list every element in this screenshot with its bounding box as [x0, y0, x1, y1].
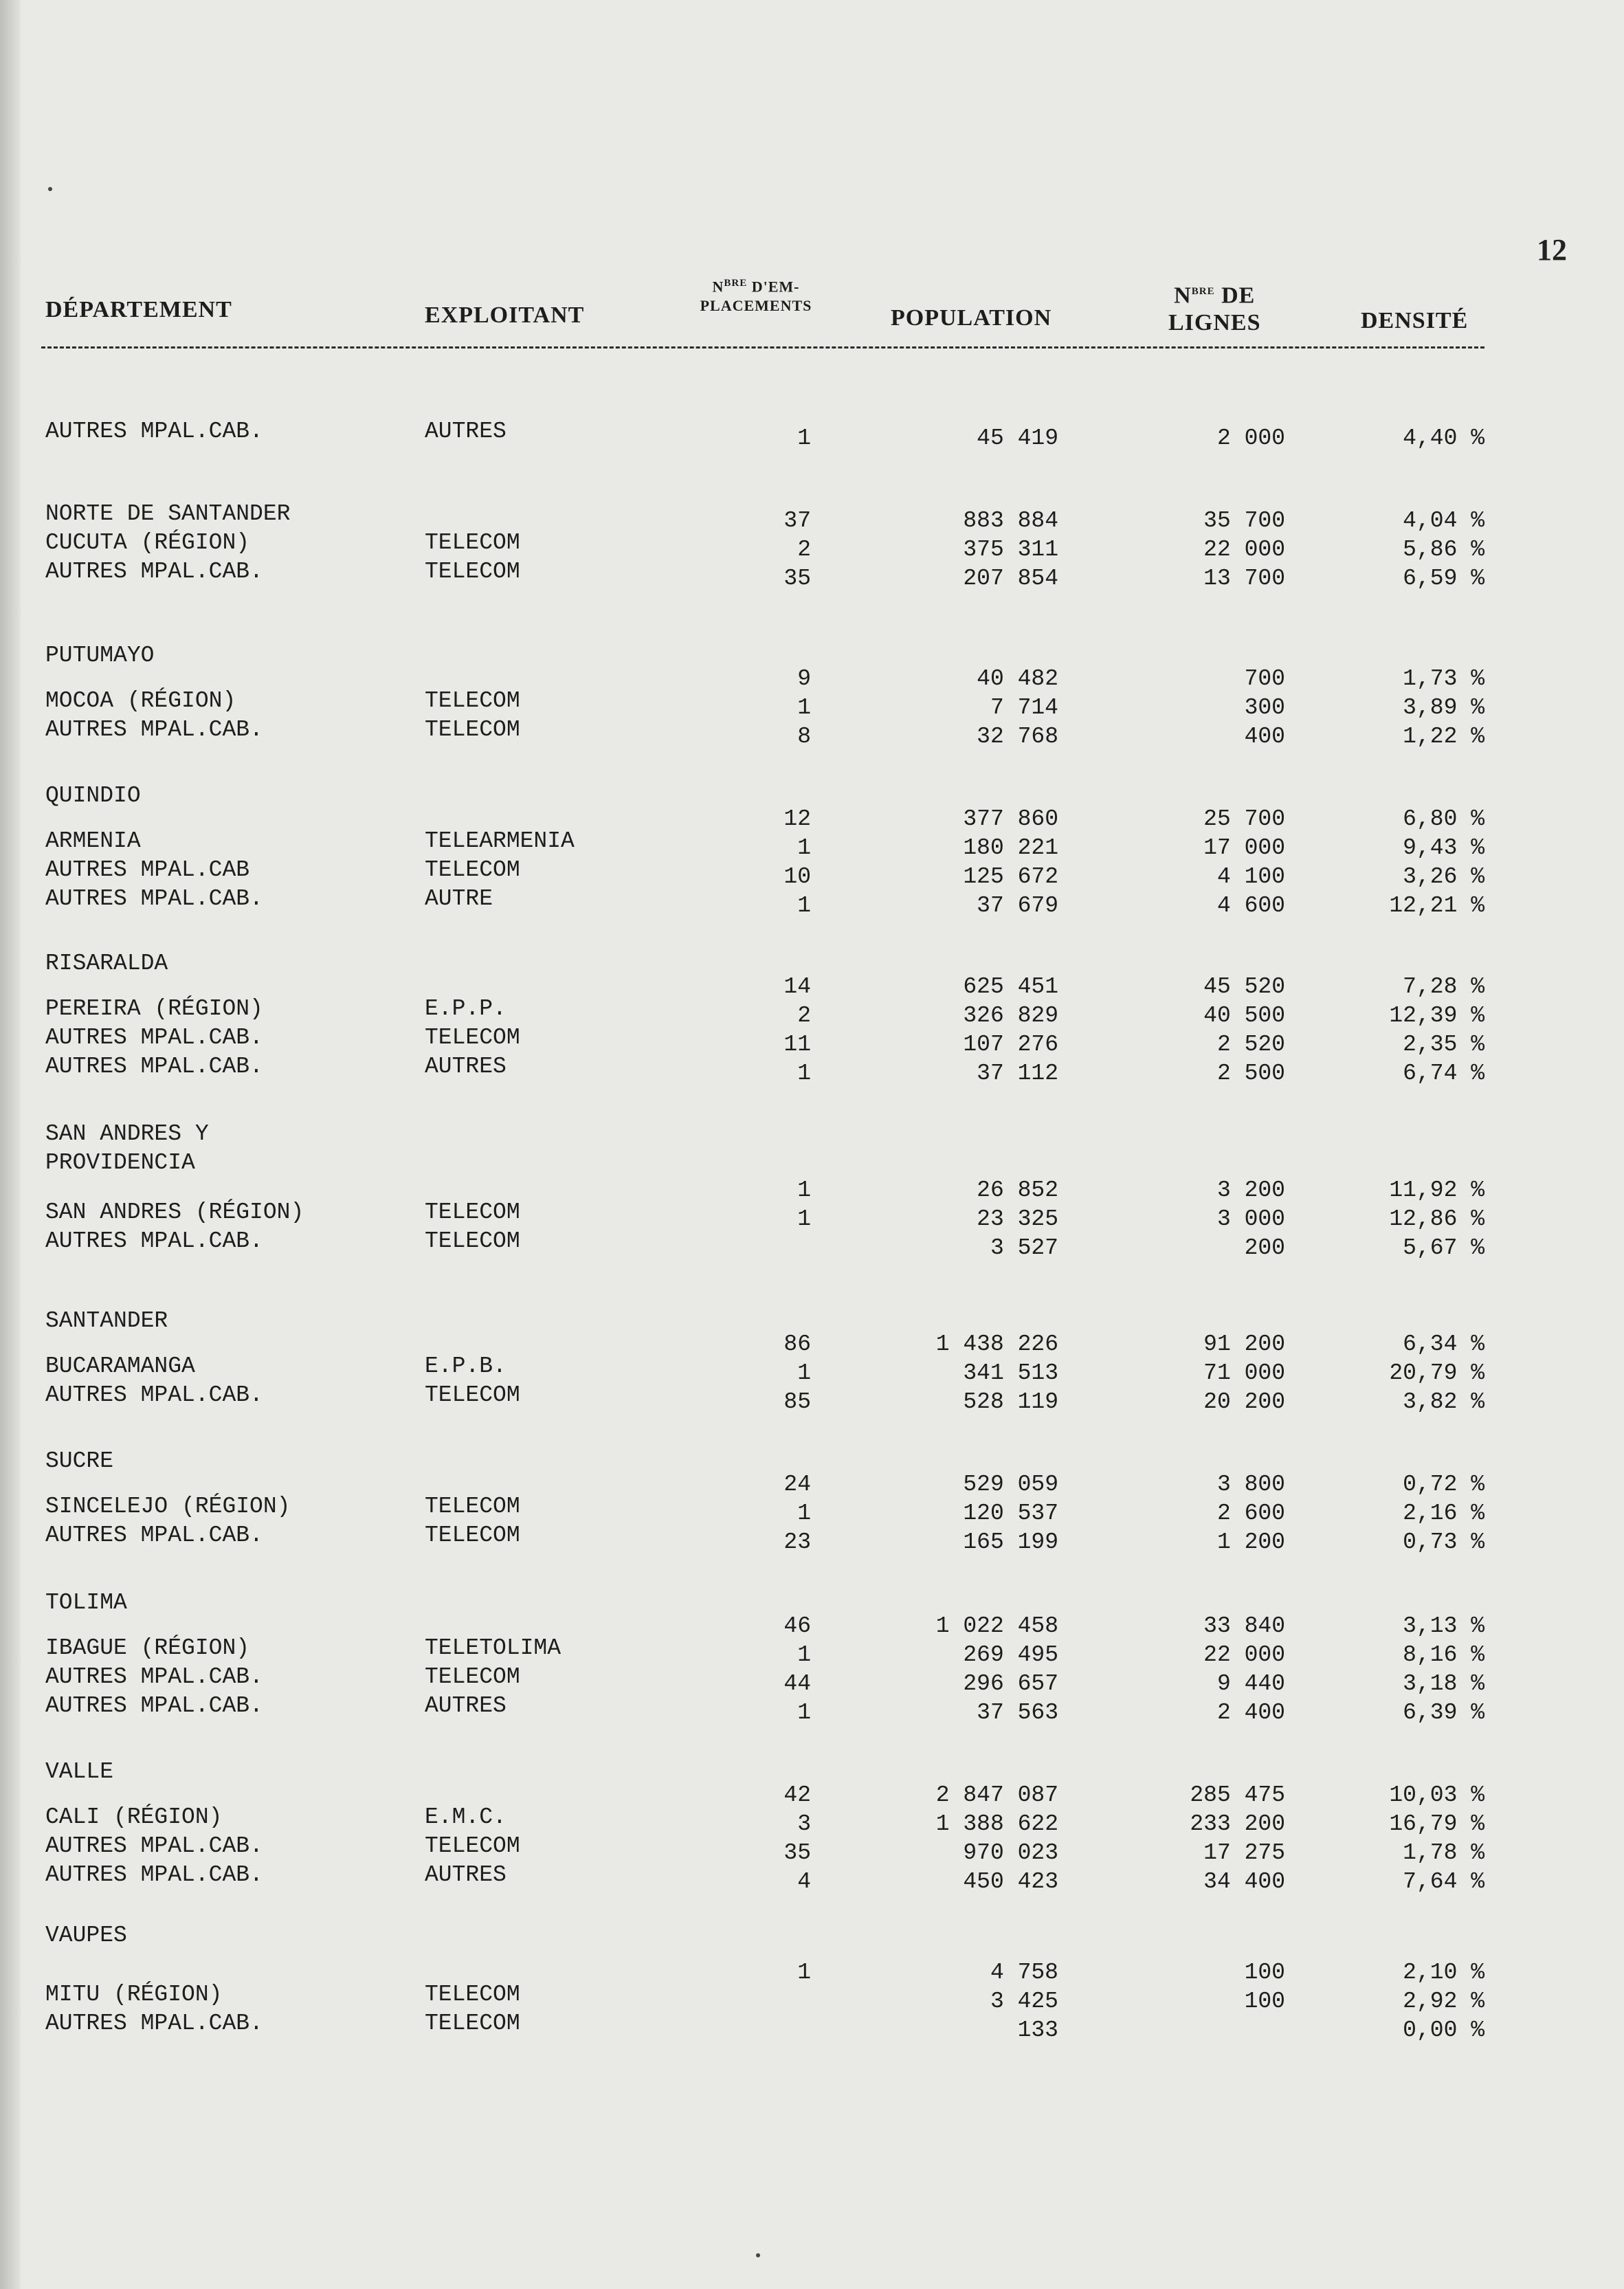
cell-densite: 16,79 %: [1389, 1811, 1484, 1837]
cell-lignes: 35 700: [1203, 508, 1285, 533]
cell-lignes: 17 000: [1203, 835, 1285, 861]
cell-exploitant: TELECOM: [425, 1833, 520, 1859]
cell-densite: 2,35 %: [1403, 1032, 1484, 1057]
cell-densite: 0,72 %: [1403, 1472, 1484, 1497]
cell-densite: 3,89 %: [1403, 695, 1484, 720]
cell-departement: MOCOA (RÉGION): [45, 688, 236, 714]
cell-lignes: 20 200: [1203, 1389, 1285, 1415]
cell-departement: AUTRES MPAL.CAB.: [45, 559, 263, 584]
cell-emplacements: 1: [797, 1501, 811, 1526]
scan-speck: [756, 2253, 760, 2257]
cell-population: 341 513: [963, 1360, 1058, 1386]
cell-lignes: 13 700: [1203, 566, 1285, 591]
cell-population: 450 423: [963, 1869, 1058, 1894]
cell-departement: RISARALDA: [45, 951, 168, 976]
cell-lignes: 34 400: [1203, 1869, 1285, 1894]
cell-lignes: 233 200: [1190, 1811, 1285, 1837]
header-emplacements: [687, 274, 825, 316]
header-emplacements-n: N: [712, 278, 724, 296]
cell-emplacements: 1: [797, 425, 811, 451]
cell-exploitant: TELECOM: [425, 559, 520, 584]
cell-densite: 7,64 %: [1403, 1869, 1484, 1894]
cell-population: 2 847 087: [935, 1782, 1058, 1808]
cell-population: 165 199: [963, 1529, 1058, 1555]
cell-exploitant: TELECOM: [425, 857, 520, 883]
cell-exploitant: TELEARMENIA: [425, 828, 575, 854]
scan-speck: [48, 187, 52, 191]
cell-lignes: 33 840: [1203, 1613, 1285, 1639]
cell-emplacements: 14: [783, 974, 811, 999]
cell-emplacements: 86: [783, 1331, 811, 1357]
cell-densite: 2,92 %: [1403, 1989, 1484, 2014]
cell-emplacements: 37: [783, 508, 811, 533]
cell-departement: AUTRES MPAL.CAB.: [45, 1833, 263, 1859]
cell-lignes: 4 600: [1216, 893, 1285, 918]
cell-lignes: 100: [1244, 1989, 1285, 2014]
cell-lignes: 4 100: [1216, 864, 1285, 889]
cell-departement: AUTRES MPAL.CAB: [45, 857, 250, 883]
cell-densite: 6,39 %: [1403, 1700, 1484, 1725]
cell-lignes: 100: [1244, 1960, 1285, 1985]
cell-departement: AUTRES MPAL.CAB.: [45, 1664, 263, 1690]
cell-emplacements: 1: [797, 835, 811, 861]
cell-densite: 6,74 %: [1403, 1061, 1484, 1086]
cell-lignes: 2 000: [1216, 425, 1285, 451]
cell-lignes: 22 000: [1203, 1642, 1285, 1668]
header-exploitant: EXPLOITANT: [425, 302, 585, 328]
cell-exploitant: TELECOM: [425, 1982, 520, 2007]
cell-emplacements: 1: [797, 695, 811, 720]
cell-population: 377 860: [963, 806, 1058, 832]
cell-exploitant: TELECOM: [425, 530, 520, 555]
cell-departement: PROVIDENCIA: [45, 1150, 195, 1175]
cell-population: 7 714: [990, 695, 1058, 720]
cell-densite: 9,43 %: [1403, 835, 1484, 861]
cell-departement: PEREIRA (RÉGION): [45, 996, 263, 1021]
header-lignes-line2: LIGNES: [1168, 310, 1261, 336]
cell-population: 23 325: [977, 1206, 1058, 1232]
cell-population: 107 276: [963, 1032, 1058, 1057]
cell-densite: 6,80 %: [1403, 806, 1484, 832]
cell-population: 3 527: [990, 1235, 1058, 1261]
cell-emplacements: 2: [797, 1003, 811, 1028]
cell-departement: IBAGUE (RÉGION): [45, 1635, 250, 1661]
cell-densite: 2,16 %: [1403, 1501, 1484, 1526]
cell-densite: 5,67 %: [1403, 1235, 1484, 1261]
cell-exploitant: AUTRES: [425, 419, 507, 444]
cell-densite: 0,00 %: [1403, 2017, 1484, 2043]
cell-densite: 6,34 %: [1403, 1331, 1484, 1357]
cell-exploitant: TELECOM: [425, 1025, 520, 1050]
cell-population: 37 679: [977, 893, 1058, 918]
cell-departement: MITU (RÉGION): [45, 1982, 223, 2007]
cell-departement: TOLIMA: [45, 1590, 127, 1615]
header-densite: DENSITÉ: [1361, 308, 1469, 333]
cell-emplacements: 8: [797, 724, 811, 749]
cell-densite: 3,18 %: [1403, 1671, 1484, 1696]
cell-emplacements: 1: [797, 1700, 811, 1725]
cell-population: 528 119: [963, 1389, 1058, 1415]
cell-exploitant: TELECOM: [425, 717, 520, 742]
cell-departement: SUCRE: [45, 1448, 114, 1474]
cell-exploitant: E.M.C.: [425, 1804, 507, 1830]
cell-emplacements: 1: [797, 1061, 811, 1086]
cell-departement: SANTANDER: [45, 1308, 168, 1334]
cell-emplacements: 9: [797, 666, 811, 692]
cell-exploitant: E.P.P.: [425, 996, 507, 1021]
cell-population: 375 311: [963, 537, 1058, 562]
cell-densite: 7,28 %: [1403, 974, 1484, 999]
header-separator-rule: [41, 346, 1484, 349]
cell-emplacements: 1: [797, 1642, 811, 1668]
cell-departement: AUTRES MPAL.CAB.: [45, 1025, 263, 1050]
cell-densite: 1,78 %: [1403, 1840, 1484, 1866]
cell-exploitant: TELECOM: [425, 1523, 520, 1548]
cell-population: 326 829: [963, 1003, 1058, 1028]
header-population: POPULATION: [891, 305, 1052, 331]
cell-lignes: 45 520: [1203, 974, 1285, 999]
cell-departement: PUTUMAYO: [45, 643, 155, 668]
cell-departement: QUINDIO: [45, 783, 141, 808]
cell-departement: AUTRES MPAL.CAB.: [45, 1054, 263, 1079]
cell-departement: AUTRES MPAL.CAB.: [45, 2011, 263, 2036]
cell-emplacements: 2: [797, 537, 811, 562]
cell-lignes: 285 475: [1190, 1782, 1285, 1808]
cell-lignes: 91 200: [1203, 1331, 1285, 1357]
cell-exploitant: TELECOM: [425, 2011, 520, 2036]
cell-departement: AUTRES MPAL.CAB.: [45, 419, 263, 444]
cell-densite: 3,13 %: [1403, 1613, 1484, 1639]
cell-lignes: 17 275: [1203, 1840, 1285, 1866]
cell-departement: CUCUTA (RÉGION): [45, 530, 250, 555]
cell-emplacements: 46: [783, 1613, 811, 1639]
cell-emplacements: 3: [797, 1811, 811, 1837]
cell-population: 1 388 622: [935, 1811, 1058, 1837]
cell-exploitant: TELECOM: [425, 1494, 520, 1519]
cell-population: 207 854: [963, 566, 1058, 591]
cell-emplacements: 1: [797, 1960, 811, 1985]
cell-densite: 2,10 %: [1403, 1960, 1484, 1985]
cell-densite: 12,86 %: [1389, 1206, 1484, 1232]
cell-emplacements: 35: [783, 566, 811, 591]
cell-departement: AUTRES MPAL.CAB.: [45, 1862, 263, 1888]
cell-population: 1 438 226: [935, 1331, 1058, 1357]
cell-lignes: 200: [1244, 1235, 1285, 1261]
cell-population: 1 022 458: [935, 1613, 1058, 1639]
cell-emplacements: 1: [797, 1206, 811, 1232]
cell-lignes: 2 600: [1216, 1501, 1285, 1526]
cell-population: 970 023: [963, 1840, 1058, 1866]
cell-departement: SAN ANDRES (RÉGION): [45, 1199, 304, 1225]
cell-population: 125 672: [963, 864, 1058, 889]
cell-exploitant: AUTRES: [425, 1054, 507, 1079]
page-binding-edge: [0, 0, 21, 2289]
header-lignes: [1168, 278, 1261, 337]
header-lignes-rest: DE: [1214, 283, 1256, 309]
cell-departement: SINCELEJO (RÉGION): [45, 1494, 291, 1519]
cell-densite: 0,73 %: [1403, 1529, 1484, 1555]
cell-departement: VALLE: [45, 1759, 114, 1784]
cell-population: 45 419: [977, 425, 1058, 451]
page-number: 12: [1537, 233, 1567, 267]
cell-departement: AUTRES MPAL.CAB.: [45, 1382, 263, 1408]
cell-exploitant: TELECOM: [425, 1199, 520, 1225]
cell-densite: 12,21 %: [1389, 893, 1484, 918]
cell-emplacements: 12: [783, 806, 811, 832]
header-emplacements-rest: D'EM-: [747, 278, 800, 296]
cell-population: 269 495: [963, 1642, 1058, 1668]
cell-population: 180 221: [963, 835, 1058, 861]
cell-population: 32 768: [977, 724, 1058, 749]
header-emplacements-line2: PLACEMENTS: [700, 297, 812, 315]
cell-lignes: 40 500: [1203, 1003, 1285, 1028]
cell-departement: AUTRES MPAL.CAB.: [45, 1523, 263, 1548]
cell-population: 37 112: [977, 1061, 1058, 1086]
cell-lignes: 400: [1244, 724, 1285, 749]
cell-lignes: 3 800: [1216, 1472, 1285, 1497]
cell-departement: BUCARAMANGA: [45, 1353, 195, 1379]
header-departement: DÉPARTEMENT: [45, 297, 232, 322]
cell-exploitant: AUTRE: [425, 886, 493, 911]
cell-emplacements: 42: [783, 1782, 811, 1808]
header-lignes-sup: BRE: [1191, 286, 1215, 297]
cell-densite: 20,79 %: [1389, 1360, 1484, 1386]
cell-densite: 6,59 %: [1403, 566, 1484, 591]
cell-emplacements: 44: [783, 1671, 811, 1696]
cell-densite: 8,16 %: [1403, 1642, 1484, 1668]
cell-population: 40 482: [977, 666, 1058, 692]
cell-departement: AUTRES MPAL.CAB.: [45, 1228, 263, 1254]
cell-lignes: 22 000: [1203, 537, 1285, 562]
cell-exploitant: TELECOM: [425, 1382, 520, 1408]
cell-emplacements: 23: [783, 1529, 811, 1555]
cell-densite: 3,82 %: [1403, 1389, 1484, 1415]
cell-exploitant: AUTRES: [425, 1693, 507, 1718]
cell-departement: VAUPES: [45, 1923, 127, 1948]
cell-lignes: 700: [1244, 666, 1285, 692]
cell-population: 133: [1017, 2017, 1058, 2043]
cell-population: 37 563: [977, 1700, 1058, 1725]
cell-departement: ARMENIA: [45, 828, 141, 854]
cell-lignes: 2 400: [1216, 1700, 1285, 1725]
cell-exploitant: TELECOM: [425, 1228, 520, 1254]
cell-lignes: 25 700: [1203, 806, 1285, 832]
cell-population: 26 852: [977, 1177, 1058, 1203]
cell-exploitant: E.P.B.: [425, 1353, 507, 1379]
cell-densite: 5,86 %: [1403, 537, 1484, 562]
cell-departement: AUTRES MPAL.CAB.: [45, 717, 263, 742]
cell-densite: 11,92 %: [1389, 1177, 1484, 1203]
cell-departement: CALI (RÉGION): [45, 1804, 223, 1830]
cell-densite: 12,39 %: [1389, 1003, 1484, 1028]
cell-emplacements: 85: [783, 1389, 811, 1415]
cell-emplacements: 35: [783, 1840, 811, 1866]
cell-densite: 1,73 %: [1403, 666, 1484, 692]
cell-population: 625 451: [963, 974, 1058, 999]
cell-departement: AUTRES MPAL.CAB.: [45, 886, 263, 911]
cell-densite: 4,40 %: [1403, 425, 1484, 451]
cell-exploitant: TELECOM: [425, 1664, 520, 1690]
cell-exploitant: AUTRES: [425, 1862, 507, 1888]
cell-emplacements: 11: [783, 1032, 811, 1057]
cell-population: 883 884: [963, 508, 1058, 533]
cell-exploitant: TELETOLIMA: [425, 1635, 561, 1661]
cell-emplacements: 1: [797, 893, 811, 918]
cell-emplacements: 4: [797, 1869, 811, 1894]
header-lignes-n: N: [1174, 283, 1192, 309]
cell-lignes: 3 000: [1216, 1206, 1285, 1232]
cell-population: 529 059: [963, 1472, 1058, 1497]
cell-lignes: 9 440: [1216, 1671, 1285, 1696]
cell-population: 120 537: [963, 1501, 1058, 1526]
cell-departement: SAN ANDRES Y: [45, 1121, 209, 1147]
cell-densite: 1,22 %: [1403, 724, 1484, 749]
cell-densite: 3,26 %: [1403, 864, 1484, 889]
cell-departement: AUTRES MPAL.CAB.: [45, 1693, 263, 1718]
cell-lignes: 3 200: [1216, 1177, 1285, 1203]
cell-densite: 4,04 %: [1403, 508, 1484, 533]
header-emplacements-sup: BRE: [724, 278, 748, 289]
cell-lignes: 2 500: [1216, 1061, 1285, 1086]
cell-lignes: 1 200: [1216, 1529, 1285, 1555]
cell-population: 4 758: [990, 1960, 1058, 1985]
cell-exploitant: TELECOM: [425, 688, 520, 714]
cell-population: 3 425: [990, 1989, 1058, 2014]
cell-lignes: 300: [1244, 695, 1285, 720]
cell-emplacements: 24: [783, 1472, 811, 1497]
cell-lignes: 2 520: [1216, 1032, 1285, 1057]
cell-emplacements: 1: [797, 1177, 811, 1203]
cell-densite: 10,03 %: [1389, 1782, 1484, 1808]
cell-lignes: 71 000: [1203, 1360, 1285, 1386]
cell-emplacements: 10: [783, 864, 811, 889]
cell-departement: NORTE DE SANTANDER: [45, 501, 291, 527]
cell-emplacements: 1: [797, 1360, 811, 1386]
cell-population: 296 657: [963, 1671, 1058, 1696]
